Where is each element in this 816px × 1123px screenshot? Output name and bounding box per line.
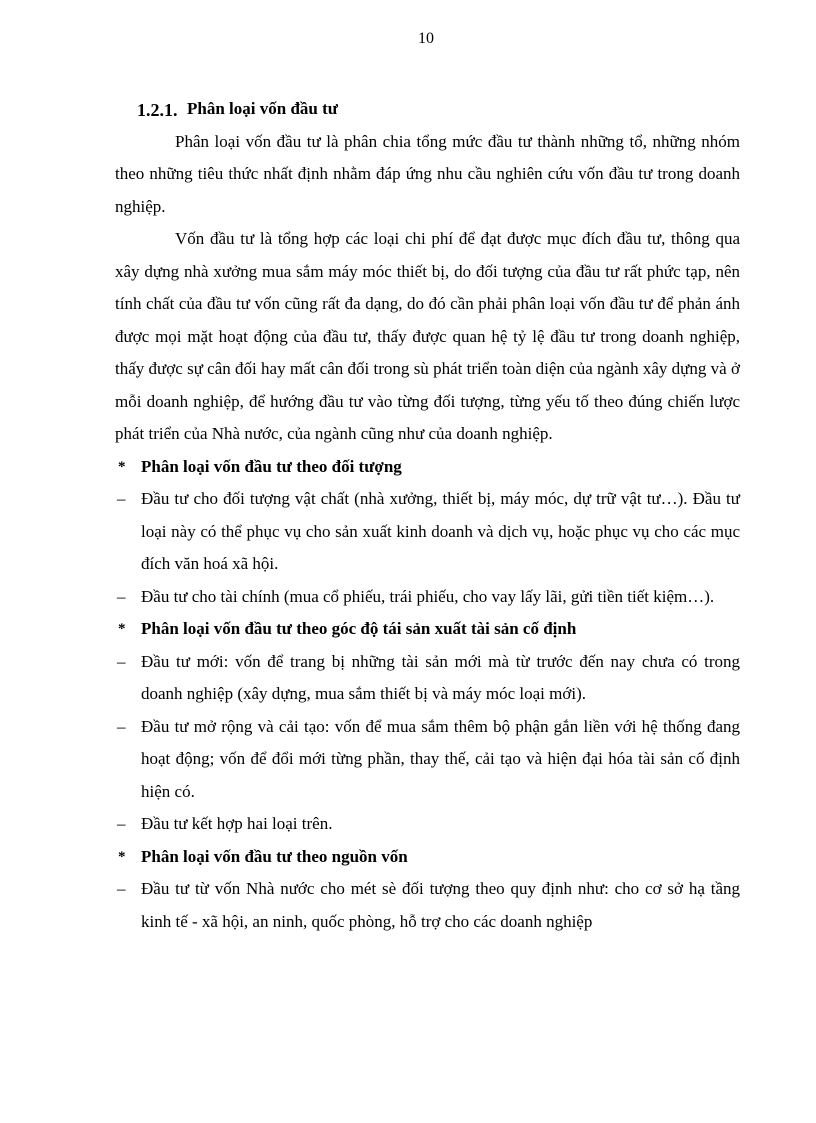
bullet-heading-text: Phân loại vốn đầu tư theo nguồn vốn: [141, 846, 408, 866]
list-item: [115, 711, 740, 809]
dash-marker: –: [117, 716, 126, 736]
bullet-heading-by-reproduction: [115, 613, 740, 646]
dash-marker: –: [117, 489, 126, 508]
section-title: Phân loại vốn đầu tư: [187, 99, 338, 118]
list-item-text: Đầu tư mở rộng và cải tạo: vốn để mua sắm thêm bộ phận gắn liền với hệ thống đang hoạt động; vốn để đổi mới từng phần, thay thế, cải tạo và hiện đại hóa tài sản cố định hiện có.: [141, 716, 740, 801]
bullet-heading-by-source: [115, 841, 740, 874]
bullet-heading-text: Phân loại vốn đầu tư theo đối tượng: [141, 456, 402, 476]
list-item: [115, 581, 740, 614]
list-item-text: Đầu tư mới: vốn để trang bị những tài sản mới mà từ trước đến nay chưa có trong doanh nghiệp (xây dựng, mua sắm thiết bị và máy móc loại mới).: [141, 651, 740, 703]
bullet-heading-by-object: [115, 451, 740, 484]
bullet-star-icon: *: [118, 621, 126, 637]
bullet-heading-text: Phân loại vốn đầu tư theo góc độ tái sản xuất tài sản cố định: [141, 619, 577, 638]
section-number: 1.2.1.: [137, 100, 178, 120]
paragraph-2: Vốn đầu tư là tổng hợp các loại chi phí để đạt được mục đích đầu tư, thông qua xây dựng nhà xưởng mua sắm máy móc thiết bị, do đối tượng của đầu tư rất phức tạp, nên tính chất của đầu tư vốn cũng rất đa dạng, do đó cần phải phân loại vốn đầu tư để phản ánh được mọi mặt hoạt động của đầu tư, thấy được quan hệ tỷ lệ đầu tư trong doanh nghiệp, thấy được sự cân đối hay mất cân đối trong sù phát triển toàn diện của ngành xây dựng và ở mỗi doanh nghiệp, để hướng đầu tư vào từng đối tượng, từng yếu tố theo đúng chiến lược phát triển của Nhà nước, của ngành cũng như của doanh nghiệp.: [115, 229, 740, 443]
list-item: [115, 646, 740, 711]
list-item-text: Đầu tư từ vốn Nhà nước cho mét sè đối tượng theo quy định như: cho cơ sở hạ tầng kinh tế - xã hội, an ninh, quốc phòng, hỗ trợ cho các doanh nghiệp: [141, 879, 740, 931]
dash-marker: –: [117, 586, 126, 606]
list-item-text: Đầu tư kết hợp hai loại trên.: [141, 814, 333, 833]
list-item-text: Đầu tư cho đối tượng vật chất (nhà xưởng, thiết bị, máy móc, dự trữ vật tư…). Đầu tư loại này có thể phục vụ cho sản xuất kinh doanh và dịch vụ, hoặc phục vụ cho các mục đích văn hoá xã hội.: [141, 489, 740, 573]
paragraph-1: Phân loại vốn đầu tư là phân chia tổng mức đầu tư thành những tổ, những nhóm theo những tiêu thức nhất định nhằm đáp ứng nhu cầu nghiên cứu vốn đầu tư trong doanh nghiệp.: [115, 131, 740, 216]
dash-marker: –: [117, 651, 126, 671]
list-item: [115, 808, 740, 841]
bullet-star-icon: *: [118, 458, 126, 475]
dash-marker: –: [117, 814, 126, 833]
section-heading: [115, 92, 740, 126]
dash-marker: –: [117, 879, 126, 898]
document-body: [115, 92, 740, 938]
bullet-star-icon: *: [118, 848, 126, 865]
list-item-text: Đầu tư cho tài chính (mua cổ phiếu, trái phiếu, cho vay lấy lãi, gửi tiền tiết kiệm…).: [141, 586, 715, 606]
list-item: [115, 483, 740, 581]
list-item: [115, 873, 740, 938]
page-number: 10: [418, 30, 434, 47]
